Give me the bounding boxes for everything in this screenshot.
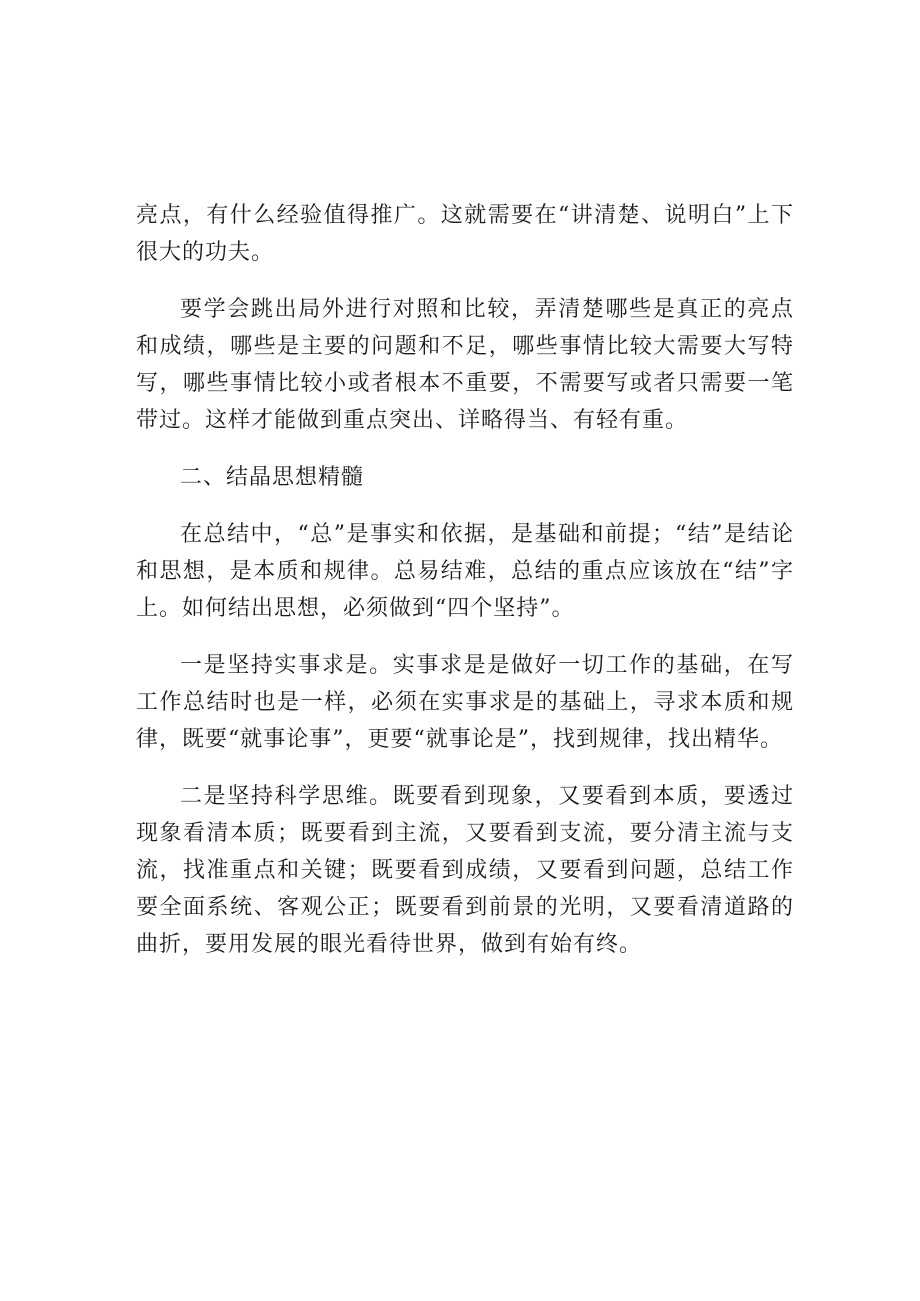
paragraph-summary-definition: 在总结中，“总”是事实和依据，是基础和前提；“结”是结论和思想，是本质和规律。总易结难，总结的重点应该放在“结”字上。如何结出思想，必须做到“四个坚持”。 [136,522,794,621]
paragraph-continuation: 亮点，有什么经验值得推广。这就需要在“讲清楚、说明白”上下很大的功夫。 [136,203,794,265]
paragraph-point-one: 一是坚持实事求是。实事求是是做好一切工作的基础，在写工作总结时也是一样，必须在实事求是的基础上，寻求本质和规律，既要“就事论事”，更要“就事论是”，找到规律，找出精华。 [136,653,794,752]
paragraph-comparison: 要学会跳出局外进行对照和比较，弄清楚哪些是真正的亮点和成绩，哪些是主要的问题和不足，哪些事情比较大需要大写特写，哪些事情比较小或者根本不重要，不需要写或者只需要一笔带过。这样才能做到重点突出、详略得当、有轻有重。 [136,297,794,433]
section-heading: 二、结晶思想精髓 [180,465,365,490]
document-body [136,197,794,983]
paragraph-point-two: 二是坚持科学思维。既要看到现象，又要看到本质，要透过现象看清本质；既要看到主流，又要看到支流，要分清主流与支流，找准重点和关键；既要看到成绩，又要看到问题，总结工作要全面系统、客观公正；既要看到前景的光明，又要看清道路的曲折，要用发展的眼光看待世界，做到有始有终。 [136,784,794,957]
